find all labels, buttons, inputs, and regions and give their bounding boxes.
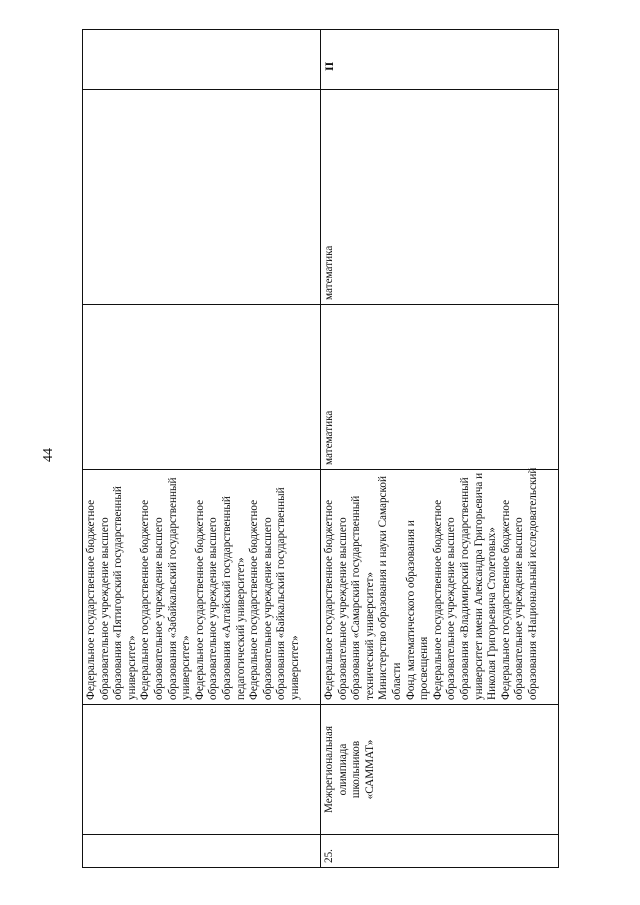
profile-cell: математика [321, 305, 559, 470]
row-number-cell: 25. [321, 835, 559, 868]
olympiad-table-container [82, 30, 558, 868]
organizer-line: образовательное учреждение высшего [336, 517, 349, 700]
organizers-cell [321, 467, 559, 705]
organizer-line: Фонд математического образования и [404, 520, 417, 700]
page-number: 44 [41, 448, 56, 462]
organizer-line: образования «Алтайский государственный [220, 496, 233, 700]
organizer-line: образовательное учреждение высшего [445, 517, 458, 700]
olympiad-table [82, 29, 559, 868]
organizer-line: Николая Григорьевича Столетовых» [486, 527, 499, 700]
olympiad-name-cell [83, 705, 321, 835]
organizer-line: образовательное учреждение высшего [207, 517, 220, 700]
olympiad-name-line: школьников [350, 740, 363, 799]
olympiad-name-line: олимпиада [336, 743, 349, 796]
organizer-line: Федеральное государственное бюджетное [323, 499, 335, 700]
subject-cell: математика [321, 90, 559, 305]
organizer-line: Федеральное государственное бюджетное [139, 499, 152, 700]
organizer-line: образования «Владимирский государственный [458, 477, 471, 700]
profile-cell [83, 305, 321, 470]
organizer-line: просвещения [418, 636, 431, 700]
subject-cell [83, 90, 321, 305]
organizer-line: образовательное учреждение высшего [152, 517, 165, 700]
organizer-line: технический университет» [363, 572, 376, 700]
organizer-line: образования «Национальный исследовательский [526, 467, 539, 700]
olympiad-name-line: «САММАТ» [363, 739, 376, 800]
organizer-line: университет» [125, 635, 138, 700]
organizer-line: Федеральное государственное бюджетное [193, 499, 206, 700]
table-row [83, 30, 321, 868]
organizer-line: Федеральное государственное бюджетное [431, 499, 444, 700]
organizer-line: Федеральное государственное бюджетное [499, 499, 512, 700]
organizer-line: образования «Самарский государственный [350, 495, 363, 700]
organizer-line: области [390, 662, 403, 700]
table-row [321, 30, 559, 868]
organizer-line: образования «Пятигорский государственный [112, 486, 125, 700]
organizer-line: образовательное учреждение высшего [98, 517, 111, 700]
row-number-cell [83, 835, 321, 868]
organizer-line: образовательное учреждение высшего [261, 517, 274, 700]
organizers-cell [83, 470, 321, 705]
organizer-line: образования «Забайкальский государственный [166, 477, 179, 700]
olympiad-name-cell [321, 705, 559, 835]
organizer-line: образовательное учреждение высшего [513, 517, 526, 700]
organizer-line: Федеральное государственное бюджетное [248, 499, 261, 700]
organizer-line: образования «Байкальский государственный [275, 487, 288, 700]
organizer-line: университет» [288, 635, 301, 700]
organizer-line: педагогический университет» [234, 557, 247, 700]
organizer-line: университет имени Александра Григорьевича и [472, 472, 485, 700]
level-cell [83, 30, 321, 90]
organizer-line: Министерство образования и науки Самарской [377, 476, 390, 700]
organizer-line: университет» [180, 635, 193, 700]
organizer-line: Федеральное государственное бюджетное [85, 499, 97, 700]
olympiad-name-line: Межрегиональная [323, 725, 335, 814]
level-cell: II [321, 30, 559, 90]
